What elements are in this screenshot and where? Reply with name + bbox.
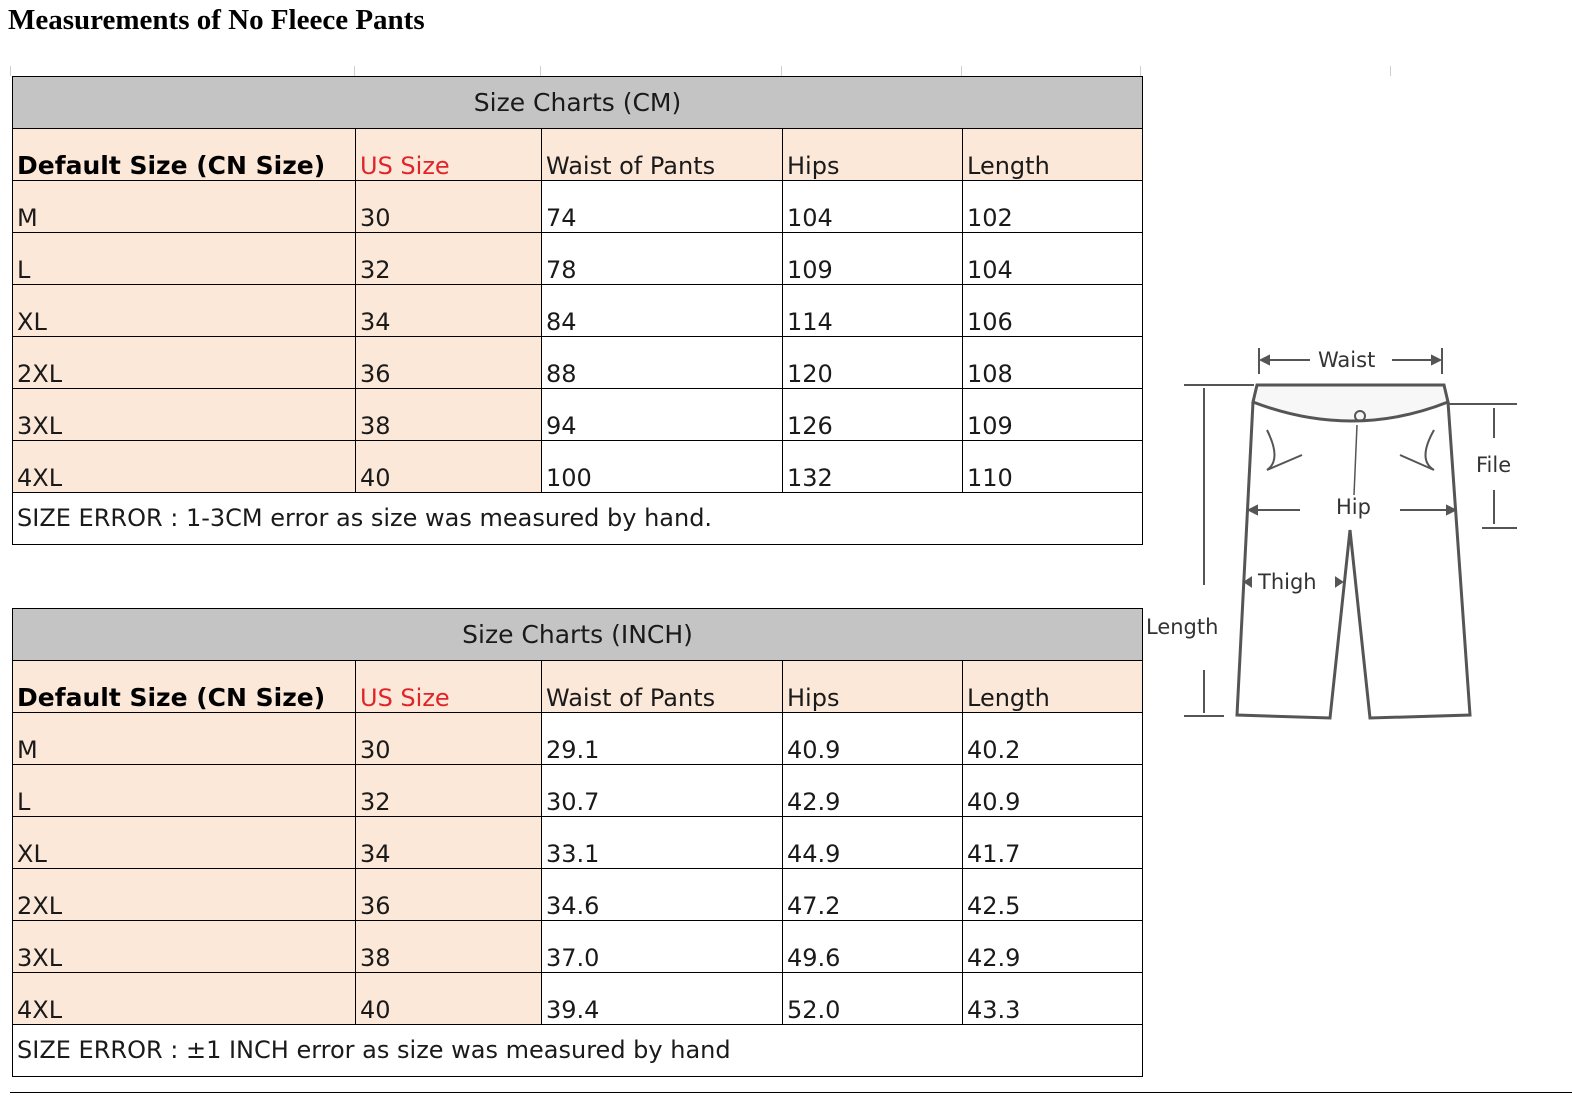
hips-cell: 47.2: [783, 869, 963, 921]
length-cell: 106: [963, 285, 1143, 337]
waist-cell: 84: [542, 285, 783, 337]
length-cell: 109: [963, 389, 1143, 441]
table-row: [13, 921, 1143, 973]
file-label: File: [1476, 453, 1512, 477]
us-size-cell: 36: [356, 337, 542, 389]
us-size-cell: 34: [356, 817, 542, 869]
table-row: [13, 285, 1143, 337]
hips-cell: 114: [783, 285, 963, 337]
us-size-cell: 32: [356, 233, 542, 285]
table-row: [13, 441, 1143, 493]
cn-size-cell: 2XL: [13, 869, 356, 921]
hips-cell: 40.9: [783, 713, 963, 765]
waist-cell: 33.1: [542, 817, 783, 869]
us-size-cell: 38: [356, 389, 542, 441]
table-caption-row: [13, 609, 1143, 661]
hips-cell: 42.9: [783, 765, 963, 817]
hips-cell: 132: [783, 441, 963, 493]
bottom-divider: [10, 1092, 1572, 1093]
column-header-length: Length: [963, 129, 1143, 181]
hips-cell: 126: [783, 389, 963, 441]
hips-cell: 120: [783, 337, 963, 389]
table-row: [13, 765, 1143, 817]
column-header-us-size: US Size: [356, 661, 542, 713]
waist-label: Waist: [1318, 348, 1376, 372]
us-size-cell: 34: [356, 285, 542, 337]
pants-measurement-diagram: [1142, 330, 1542, 740]
length-arrow-icon: [1184, 385, 1254, 716]
us-size-cell: 30: [356, 713, 542, 765]
column-header-length: Length: [963, 661, 1143, 713]
pants-outline-icon: [1237, 385, 1470, 718]
hip-label: Hip: [1336, 495, 1371, 519]
length-cell: 43.3: [963, 973, 1143, 1025]
table-header-row: [13, 661, 1143, 713]
page-title: Measurements of No Fleece Pants: [8, 4, 425, 36]
table-row: [13, 233, 1143, 285]
waist-cell: 29.1: [542, 713, 783, 765]
hips-cell: 52.0: [783, 973, 963, 1025]
length-cell: 42.9: [963, 921, 1143, 973]
us-size-cell: 40: [356, 973, 542, 1025]
us-size-cell: 38: [356, 921, 542, 973]
length-cell: 104: [963, 233, 1143, 285]
table-row: [13, 337, 1143, 389]
size-error-note: SIZE ERROR : ±1 INCH error as size was measured by hand: [13, 1025, 1143, 1077]
table-header-row: [13, 129, 1143, 181]
waist-cell: 78: [542, 233, 783, 285]
cn-size-cell: 3XL: [13, 921, 356, 973]
length-cell: 42.5: [963, 869, 1143, 921]
waist-cell: 37.0: [542, 921, 783, 973]
waist-cell: 30.7: [542, 765, 783, 817]
length-cell: 40.2: [963, 713, 1143, 765]
cn-size-cell: M: [13, 713, 356, 765]
length-cell: 110: [963, 441, 1143, 493]
cn-size-cell: 3XL: [13, 389, 356, 441]
hips-cell: 104: [783, 181, 963, 233]
waist-cell: 34.6: [542, 869, 783, 921]
sheet-grid-ruler: [10, 66, 1390, 76]
size-error-note-row: [13, 493, 1143, 545]
column-header-default-size: Default Size (CN Size): [13, 129, 356, 181]
table-row: [13, 389, 1143, 441]
length-cell: 41.7: [963, 817, 1143, 869]
size-chart-inch-table: [12, 608, 1143, 1077]
column-header-waist: Waist of Pants: [542, 661, 783, 713]
column-header-hips: Hips: [783, 129, 963, 181]
waist-cell: 100: [542, 441, 783, 493]
us-size-cell: 32: [356, 765, 542, 817]
table-caption: Size Charts (INCH): [13, 609, 1143, 661]
table-row: [13, 713, 1143, 765]
thigh-label: Thigh: [1258, 570, 1317, 594]
us-size-cell: 30: [356, 181, 542, 233]
table-row: [13, 181, 1143, 233]
table-row: [13, 817, 1143, 869]
waist-cell: 74: [542, 181, 783, 233]
table-caption: Size Charts (CM): [13, 77, 1143, 129]
table-caption-row: [13, 77, 1143, 129]
waist-cell: 88: [542, 337, 783, 389]
cn-size-cell: M: [13, 181, 356, 233]
hips-cell: 49.6: [783, 921, 963, 973]
waist-cell: 94: [542, 389, 783, 441]
length-cell: 108: [963, 337, 1143, 389]
length-cell: 102: [963, 181, 1143, 233]
table-row: [13, 869, 1143, 921]
size-chart-cm-table: [12, 76, 1143, 545]
cn-size-cell: 4XL: [13, 441, 356, 493]
hips-cell: 109: [783, 233, 963, 285]
length-cell: 40.9: [963, 765, 1143, 817]
us-size-cell: 36: [356, 869, 542, 921]
column-header-default-size: Default Size (CN Size): [13, 661, 356, 713]
size-error-note-row: [13, 1025, 1143, 1077]
cn-size-cell: XL: [13, 817, 356, 869]
cn-size-cell: 4XL: [13, 973, 356, 1025]
us-size-cell: 40: [356, 441, 542, 493]
column-header-hips: Hips: [783, 661, 963, 713]
cn-size-cell: 2XL: [13, 337, 356, 389]
column-header-waist: Waist of Pants: [542, 129, 783, 181]
cn-size-cell: L: [13, 233, 356, 285]
length-label: Length: [1146, 615, 1219, 639]
column-header-us-size: US Size: [356, 129, 542, 181]
hips-cell: 44.9: [783, 817, 963, 869]
cn-size-cell: XL: [13, 285, 356, 337]
size-error-note: SIZE ERROR : 1-3CM error as size was measured by hand.: [13, 493, 1143, 545]
cn-size-cell: L: [13, 765, 356, 817]
table-row: [13, 973, 1143, 1025]
waist-cell: 39.4: [542, 973, 783, 1025]
